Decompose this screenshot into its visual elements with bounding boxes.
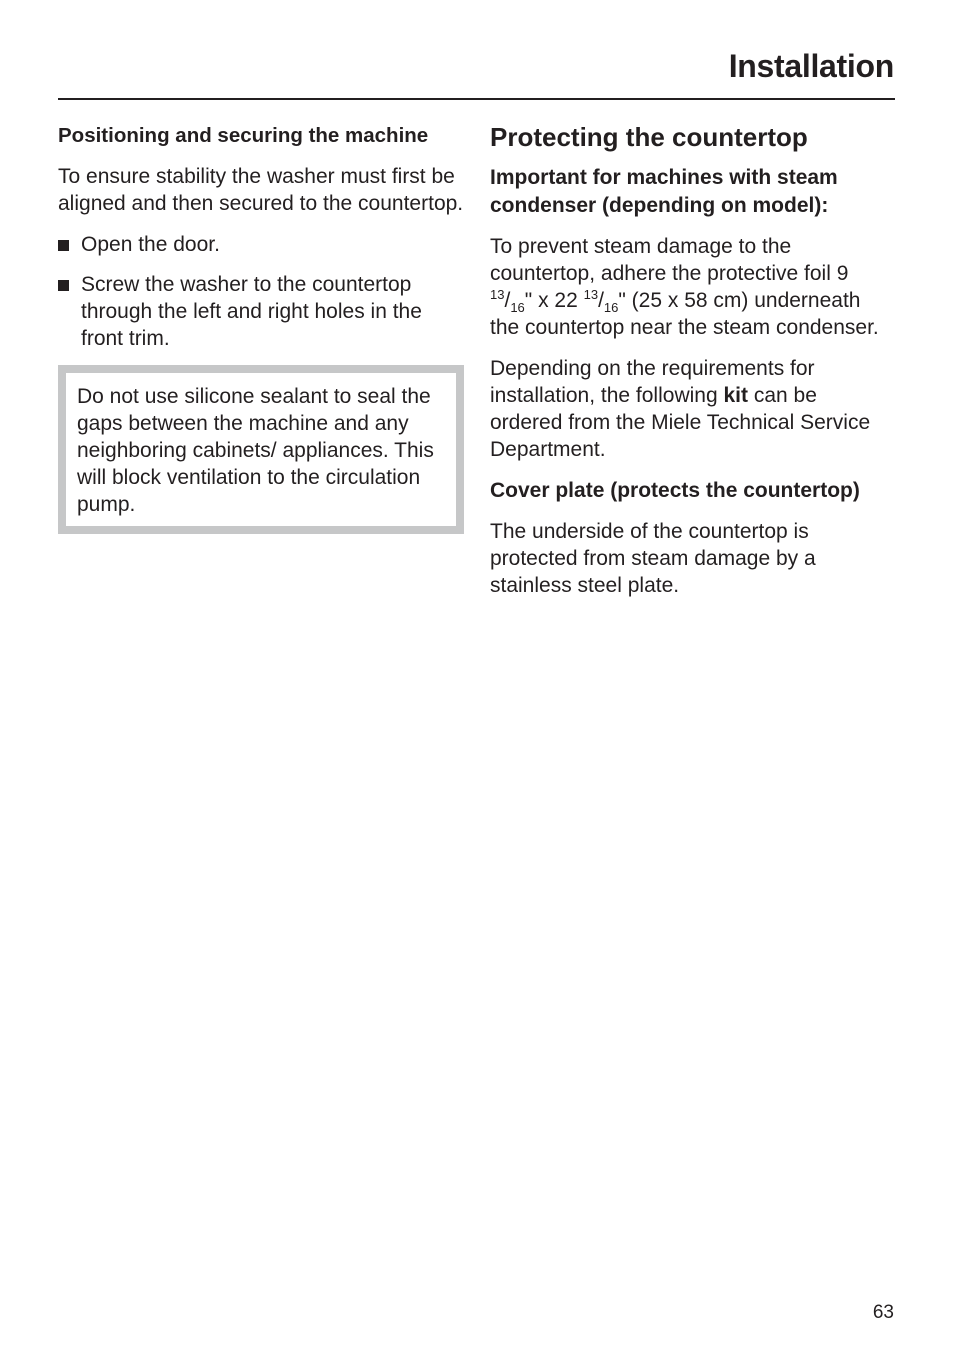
bullet-square-icon xyxy=(58,280,69,291)
page-title: Installation xyxy=(728,48,894,84)
list-item-text: Screw the washer to the countertop through the left and right holes in the front trim. xyxy=(81,273,422,350)
bullet-square-icon xyxy=(58,240,69,251)
cover-plate-paragraph: The underside of the countertop is protected from steam damage by a stainless steel plate. xyxy=(490,520,816,597)
instruction-list xyxy=(58,231,464,352)
fraction-denominator: 16 xyxy=(510,300,525,316)
page-number: 63 xyxy=(872,1302,894,1323)
kit-text-end: can be ordered from the Miele Technical Service Department. xyxy=(490,384,871,461)
foil-paragraph: To prevent steam damage to the countertop, adhere the protective foil 9 $^{13}/_{16}$" x 22 $^{13}/_{16}$" (25 x 58 cm) underneath the countertop near the steam condenser. xyxy=(490,235,879,339)
kit-keyword: kit xyxy=(723,384,748,407)
section-title: Protecting the countertop xyxy=(490,122,808,152)
warning-text: Do not use silicone sealant to seal the gaps between the machine and any neighboring cabinets/ appliances. This will block ventilation to the circulation pump. xyxy=(77,385,434,516)
list-item xyxy=(58,271,464,352)
fraction-numerator: 13 xyxy=(490,287,505,302)
right-column xyxy=(490,122,895,599)
fraction-denominator: 16 xyxy=(603,300,619,316)
positioning-heading: Positioning and securing the machine xyxy=(58,124,429,147)
positioning-intro: To ensure stability the washer must first be aligned and then secured to the countertop. xyxy=(58,165,464,215)
foil-text-end: " (25 x 58 cm) underneath the countertop near the steam condenser. xyxy=(490,289,879,339)
left-column xyxy=(58,122,464,534)
steam-condenser-subheading: Important for machines with steam condenser (depending on model): xyxy=(490,166,838,217)
list-item xyxy=(58,231,464,258)
cover-plate-subheading: Cover plate (protects the countertop) xyxy=(490,479,860,502)
kit-text-start: Depending on the requirements for installation, the following xyxy=(490,357,815,407)
foil-text-middle: " x 22 xyxy=(524,289,584,312)
kit-paragraph xyxy=(490,355,895,463)
foil-text-start: To prevent steam damage to the countertop, adhere the protective foil 9 xyxy=(490,235,849,285)
fraction-numerator: 13 xyxy=(583,287,599,302)
warning-box xyxy=(58,365,464,534)
list-item-text: Open the door. xyxy=(81,233,220,256)
header-divider xyxy=(58,98,895,100)
